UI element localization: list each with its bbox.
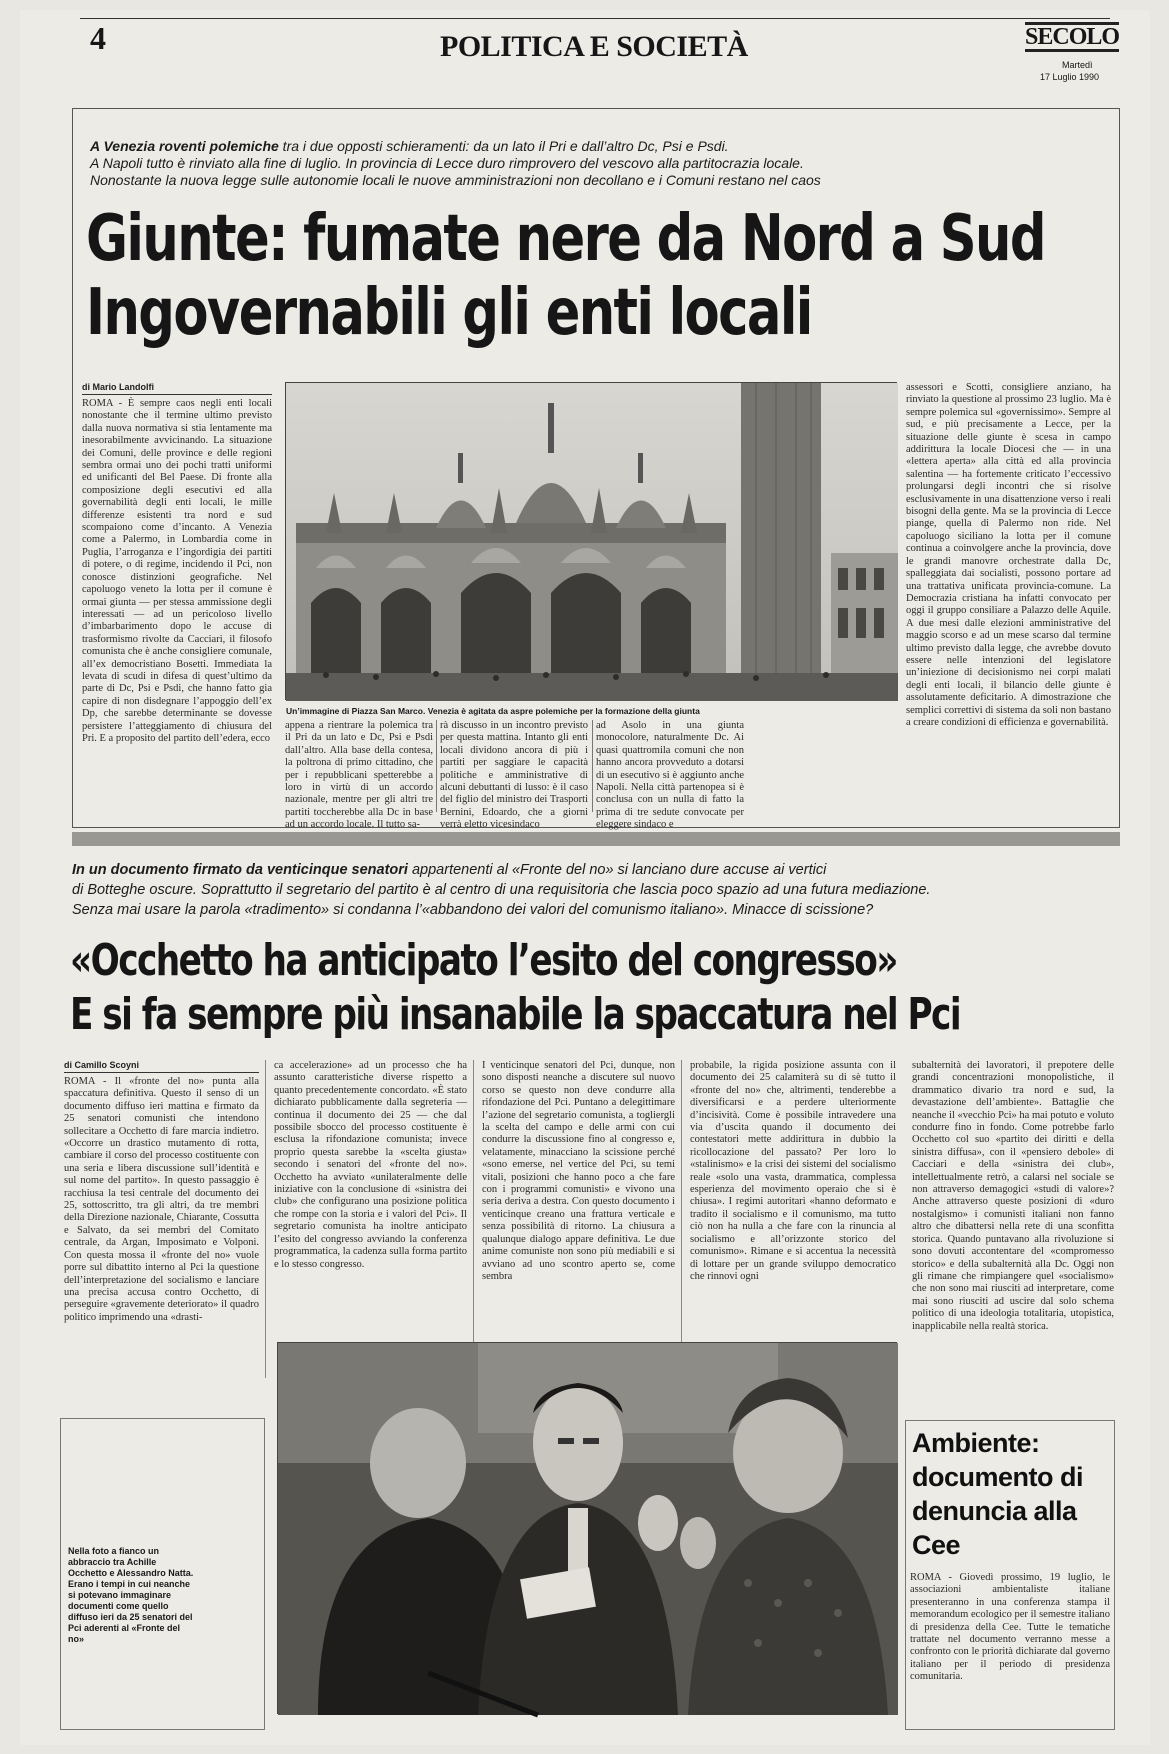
issue-date: 17 Luglio 1990 <box>1040 72 1100 82</box>
occhetto-photo-caption: Nella foto a fianco un abbraccio tra Achille Occhetto e Alessandro Natta. Erano i tempi in cui neanche si potevano immaginare documenti come quello diffuso ieri da 25 senatori del Pci aderenti al «Fronte del no» <box>68 1546 194 1644</box>
masthead-rule <box>80 18 1110 19</box>
story2-kicker-lead: In un documento firmato da venticinque senatori <box>72 862 408 878</box>
embrace-illustration <box>278 1343 898 1715</box>
story2-kicker-line2: di Botteghe oscure. Soprattutto il segretario del partito è al centro di una requisitoria che lascia poco spazio ad una futura mediazione. <box>72 882 931 898</box>
story1-kicker-rest: tra i due opposti schieramenti: da un lato il Pri e dall’altro Dc, Psi e Psdi. <box>278 138 729 154</box>
story1-col-divider <box>436 720 437 812</box>
story2-byline: di Camillo Scoyni <box>64 1060 259 1073</box>
page-number: 4 <box>90 20 106 56</box>
san-marco-photo <box>285 382 897 700</box>
sidebar-text: ROMA - Giovedì prossimo, 19 luglio, le associazioni ambientaliste italiane presenteranno in una conferenza stampa il memorandum ecologico per il semestre italiano di presidenza della Cee. Tutte le tematiche trattate nel documento verranno messe a confronto con le priorità dichiarate dal governo italiano per il periodo di presidenza comunitaria. <box>910 1572 1110 1683</box>
story1-column-1 <box>82 382 272 814</box>
story2-col2-text: ca accelerazione» ad un processo che ha assunto caratteristiche diverse rispetto a quanto precedentemente concordato. «È stato dichiarato pubblicamente dalla segreteria — continua il documento dei 25 — che dal possibile sbocco del processo costituente è esclusa la rifondazione comunista; invece proprio questa sarebbe la «scelta giusta» secondo i senatori del «fronte del no». Occhetto ha avviato «unilateralmente delle iniziative con la conclusione di «sinistra dei club» che configurano una posizione politica che rompe con la storia e i valori del Pci». Il segretario comunista ha inoltre anticipato l’esito del congresso avviando la conferenza programmatica, la cadenza sulla forma partito e lo stesso congresso. <box>274 1060 474 1356</box>
story2-column-1 <box>64 1060 266 1378</box>
story1-col-divider <box>592 720 593 812</box>
story2-col1-text: ROMA - Il «fronte del no» punta alla spaccatura definitiva. Questo il senso di un documento diffuso ieri mattina e firmato da 25 senatori comunisti che intendono sollecitare a Occhetto di fare marcia indietro. «Occorre un drastico mutamento di rotta, cambiare il corso del processo costituente con una seria e libera discussione sull’identità e sul nome del partito». In questo passaggio è racchiusa la tesi centrale del documento dei 25, sottoscritto, tra gli altri, da tre membri della Direzione nazionale, Chiarante, Cossutta e Salvato, da sei membri del Comitato centrale, da Argan, Imposimato e Volponi. Con questa mossa il «fronte del no» vuole porre sul dibattito interno al Pci la questione dell’interpretazione del socialismo e lanciare una precisa accusa contro Occhetto, di perseguire «gravemente deteriorato» il quadro politico imprimendo una «drasti- <box>64 1076 259 1323</box>
san-marco-illustration <box>286 383 898 701</box>
issue-weekday: Martedì <box>1062 60 1093 70</box>
story2-col5-text: subalternità dei lavoratori, il prepotere delle grandi concentrazioni monopolistiche, il drammatico divario tra nord e sud, la devastazione dell’ambiente». Battaglie che neanche il «vecchio Pci» ha mai potuto e voluto condurre fino in fondo. Come potrebbe farlo Occhetto col suo «partito dei diritti e della sinistra diffusa», con il «pensiero debole» di Cacciari e della «sinistra dei club», intellettualmente retrò, a calarsi nel sociale se non attraverso demagogici «studi di valore»? Anche attraverso queste posizioni di «duro nostalgismo» i comunisti italiani non fanno altro che dibattersi nella rete di una sconfitta storica. Quando puntavano alla rivoluzione si sono dovuti accontentare del «compromesso storico» e della subalternità alla Dc. Oggi non gli rimane che rimpiangere quel «socialismo» che non sono mai riusciti ad interpretare, come mai sono riusciti ad uscire dal solo schema politico di una ideologia totalitaria, utopistica, inapplicabile nella realtà storica. <box>912 1060 1114 1332</box>
story2-headline-line2: E si fa sempre più insanabile la spaccatura nel Pci <box>70 989 961 1040</box>
story1-kicker-line2: A Napoli tutto è rinviato alla fine di luglio. In provincia di Lecce duro rimprovero del vescovo alla partitocrazia locale. <box>90 155 804 171</box>
story1-col1-text: ROMA - È sempre caos negli enti locali nonostante che il termine ultimo previsto dalla nuova normativa si stia lentamente ma inesorabilmente avvicinando. La situazione dei Comuni, delle province e delle regioni sembra ormai uno dei pochi tratti uniformi ed unificanti del Bel Paese. Di fronte alla composizione degli esecutivi ed alla governabilità degli enti locali, le mille differenze esistenti tra nord e sud scompaiono come d’incanto. A Venezia come a Palermo, in Lombardia come in Puglia, l’arroganza e l’ingordigia dei partiti di potere, o di regime, incidendo il Pci, non conosce distinzioni geografiche. Nel capoluogo veneto la lotta per il comune è ormai giunta — per stessa ammissione degli interessati — ad un pericoloso livello d’imbarbarimento dopo le accuse di trasformismo rivolte da Cacciari, il filosofo comunista che è anche consigliere comunale, all’ex democristiano Bosetti. Immediata la levata di scudi in difesa di quest’ultimo da parte di Dc, Psi e Psdi, che hanno fatto gia capire di non disdegnare l’appoggio dell’ex Dp, che sarebbe determinante se dovesse persistere l’atteggiamento di chiusura del Pri. E a proposito del partito dell’edera, ecco <box>82 398 272 744</box>
story1-kicker-line3: Nonostante la nuova legge sulle autonomie locali le nuove amministrazioni non decollano e i Comuni restano nel caos <box>90 172 821 188</box>
story2-col3-text: I venticinque senatori del Pci, dunque, non sono disposti neanche a discutere sul nuovo corso se questo non deve condurre alla rifondazione del Pci. Puntano a delegittimare l’azione del segretario comunista, a togliergli la scelta del campo e delle armi con cui condurre la discussione fino al congresso e, velatamente, minacciano la scissione perché «sono emerse, nel vertice del Pci, su temi vitali, posizioni che hanno poco a che fare con i programmi comunisti» e vivono una seria deriva a destra. Con questo documento i venticinque creano una frattura verticale e senza possibilità di ritorno. La chiusura a qualunque dialogo appare definitiva. Le due anime comuniste non sono più mediabili e si avviano ad uno scontro aperto se, come sembra <box>482 1060 682 1356</box>
separator-band <box>72 832 1120 846</box>
section-title: POLITICA E SOCIETÀ <box>440 30 748 63</box>
paper-name: SECOLO <box>1025 24 1120 50</box>
occhetto-natta-photo <box>277 1342 897 1714</box>
story2-headline-line1: «Occhetto ha anticipato l’esito del congresso» <box>70 935 897 986</box>
story1-kicker <box>90 138 1100 189</box>
story2-kicker-rest: appartenenti al «Fronte del no» si lanciano dure accuse ai vertici <box>407 862 827 878</box>
story1-col3-text: rà discusso in un incontro previsto per questa mattina. Intanto gli enti locali dividono ancora di più i partiti per saggiare le capacità politiche e amministrative di alcuni debuttanti di lusso: è il caso del figlio del ministro dei Trasporti Bernini, Edoardo, che a giorni verrà eletto vicesindaco <box>440 720 588 831</box>
story1-col5-text: assessori e Scotti, consigliere anziano, ha rinviato la questione al prossimo 23 luglio. Ma è sempre polemica sul «governissimo». Sempre al sud, e più precisamente a Lecce, per la situazione delle giunte è scesa in campo addirittura la locale Diocesi che — in una «lettera aperta» alla città ed alla provincia salentina — ha fortemente criticato l’eccessivo prolungarsi degli incontri che si risolve esclusivamente in una disattenzione verso i reali bisogni della gente. Ma se la provincia di Lecce piange, quella di Palermo non ride. Nel capoluogo siciliano la lotta per il comune continua a coinvolgere anche la provincia, dove le grandi manovre orchestrate dalla Dc, spalleggiata dai socialisti, possono portare ad una trattativa unificata provincia-comune. La Democrazia cristiana ha infatti convocato per oggi il gruppo consiliare a Palazzo delle Aquile. A due mesi dalle elezioni amministrative del maggio scorso e ad un mese scarso dal termine ultimo previsto dalla legge, che avrebbe dovuto essere nelle intenzioni del legislatore un’iniezione di decisionismo nei corpi malati degli enti locali, il bilancio delle giunte è assolutamente deficitario. A dimostrazione che semplici correttivi di sistema da soli non bastano a creare condizioni di efficienza e governabilità. <box>906 382 1112 728</box>
story1-col2-text: appena a rientrare la polemica tra il Pri da un lato e Dc, Psi e Psdi dall’altro. Alla base della contesa, la poltrona di primo cittadino, che per i repubblicani spetterebbe a loro in virtù di un accordo nazionale, mentre per gli altri tre partiti toccherebbe alla Dc in base ad un accordo locale. Il tutto sa- <box>285 720 433 831</box>
story1-kicker-lead: A Venezia roventi polemiche <box>90 138 279 154</box>
sidebar-headline: Ambiente: documento di denuncia alla Cee <box>912 1428 1083 1560</box>
story1-byline: di Mario Landolfi <box>82 382 272 395</box>
story2-kicker <box>72 860 1132 920</box>
story1-headline-line1: Giunte: fumate nere da Nord a Sud <box>86 202 1045 276</box>
story1-col4-text: ad Asolo in una giunta monocolore, naturalmente Dc. Ai quasi quattromila comuni che non hanno ancora provveduto a dotarsi di un esecutivo si è aggiunto anche Napoli. Nella città partenopea si è conclusa con un nulla di fatto la prima di tre sedute convocate per eleggere sindaco e <box>596 720 744 831</box>
story2-kicker-line3: Senza mai usare la parola «tradimento» si condanna l’«abbandono dei valori del comunismo italiano». Minacce di scissione? <box>72 902 874 918</box>
story1-headline-line2: Ingovernabili gli enti locali <box>86 276 812 350</box>
story2-col4-text: probabile, la rigida posizione assunta con il documento dei 25 calamiterà su di sè tutto il «fronte del no» che, altrimenti, tenderebbe a diversificarsi e a perdere ulteriormente d’incisività. Come è possibile intravedere una via d’uscita quando il documento dei contestatori mette addirittura in dubbio la ricollocazione del passato? Per loro lo «stalinismo» e la crisi dei sistemi del socialismo reale «solo una vasta, drammatica, complessa esperienza del movimento operaio che si è chiusa». I regimi autoritari «hanno deformato e tradito il socialismo e il comunismo, ma tutto ciò non ha nulla a che fare con la rinuncia al socialismo e all’orizzonte storico del comunismo». Rimane e si accentua la necessità di lottare per un grande sviluppo democratico che rinnovi ogni <box>690 1060 896 1282</box>
san-marco-caption: Un’immagine di Piazza San Marco. Venezia è agitata da aspre polemiche per la formazione della giunta <box>286 706 700 716</box>
